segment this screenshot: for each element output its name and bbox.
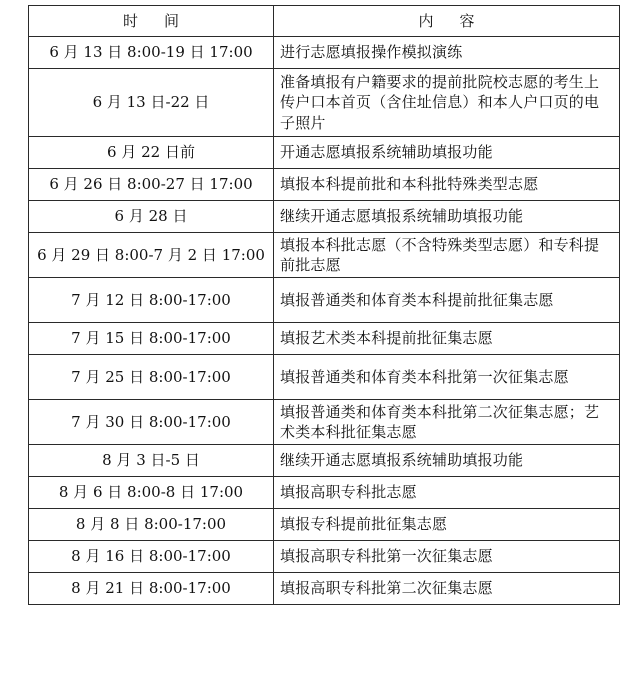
table-row bbox=[29, 137, 620, 169]
content-cell: 填报艺术类本科提前批征集志愿 bbox=[274, 323, 620, 355]
header-content: 内容 bbox=[274, 6, 620, 37]
content-cell: 填报高职专科批第一次征集志愿 bbox=[274, 541, 620, 573]
schedule-table bbox=[28, 5, 620, 605]
content-cell: 填报普通类和体育类本科批第一次征集志愿 bbox=[274, 355, 620, 400]
table-row bbox=[29, 233, 620, 278]
time-cell: 6 月 13 日-22 日 bbox=[29, 69, 274, 137]
time-cell: 6 月 26 日 8:00-27 日 17:00 bbox=[29, 169, 274, 201]
content-cell: 填报普通类和体育类本科提前批征集志愿 bbox=[274, 278, 620, 323]
table-row bbox=[29, 355, 620, 400]
time-cell: 7 月 30 日 8:00-17:00 bbox=[29, 400, 274, 445]
content-cell: 填报普通类和体育类本科批第二次征集志愿；艺术类本科批征集志愿 bbox=[274, 400, 620, 445]
content-cell: 填报本科提前批和本科批特殊类型志愿 bbox=[274, 169, 620, 201]
content-cell: 进行志愿填报操作模拟演练 bbox=[274, 37, 620, 69]
table-row bbox=[29, 169, 620, 201]
content-cell: 开通志愿填报系统辅助填报功能 bbox=[274, 137, 620, 169]
time-cell: 7 月 25 日 8:00-17:00 bbox=[29, 355, 274, 400]
content-cell: 填报高职专科批志愿 bbox=[274, 477, 620, 509]
time-cell: 6 月 28 日 bbox=[29, 201, 274, 233]
time-cell: 6 月 13 日 8:00-19 日 17:00 bbox=[29, 37, 274, 69]
table-row bbox=[29, 400, 620, 445]
table-row bbox=[29, 323, 620, 355]
time-cell: 8 月 21 日 8:00-17:00 bbox=[29, 573, 274, 605]
table-row bbox=[29, 201, 620, 233]
time-cell: 8 月 16 日 8:00-17:00 bbox=[29, 541, 274, 573]
time-cell: 6 月 22 日前 bbox=[29, 137, 274, 169]
table-row bbox=[29, 69, 620, 137]
time-cell: 8 月 6 日 8:00-8 日 17:00 bbox=[29, 477, 274, 509]
content-cell: 继续开通志愿填报系统辅助填报功能 bbox=[274, 201, 620, 233]
content-cell: 填报高职专科批第二次征集志愿 bbox=[274, 573, 620, 605]
table-header-row bbox=[29, 6, 620, 37]
content-cell: 准备填报有户籍要求的提前批院校志愿的考生上传户口本首页（含住址信息）和本人户口页的电子照片 bbox=[274, 69, 620, 137]
time-cell: 6 月 29 日 8:00-7 月 2 日 17:00 bbox=[29, 233, 274, 278]
table-row bbox=[29, 541, 620, 573]
content-cell: 填报本科批志愿（不含特殊类型志愿）和专科提前批志愿 bbox=[274, 233, 620, 278]
time-cell: 8 月 8 日 8:00-17:00 bbox=[29, 509, 274, 541]
content-cell: 继续开通志愿填报系统辅助填报功能 bbox=[274, 445, 620, 477]
header-time: 时间 bbox=[29, 6, 274, 37]
table-row bbox=[29, 445, 620, 477]
time-cell: 8 月 3 日-5 日 bbox=[29, 445, 274, 477]
table-row bbox=[29, 477, 620, 509]
table-row bbox=[29, 573, 620, 605]
time-cell: 7 月 15 日 8:00-17:00 bbox=[29, 323, 274, 355]
table-row bbox=[29, 278, 620, 323]
table-row bbox=[29, 37, 620, 69]
time-cell: 7 月 12 日 8:00-17:00 bbox=[29, 278, 274, 323]
table-row bbox=[29, 509, 620, 541]
content-cell: 填报专科提前批征集志愿 bbox=[274, 509, 620, 541]
